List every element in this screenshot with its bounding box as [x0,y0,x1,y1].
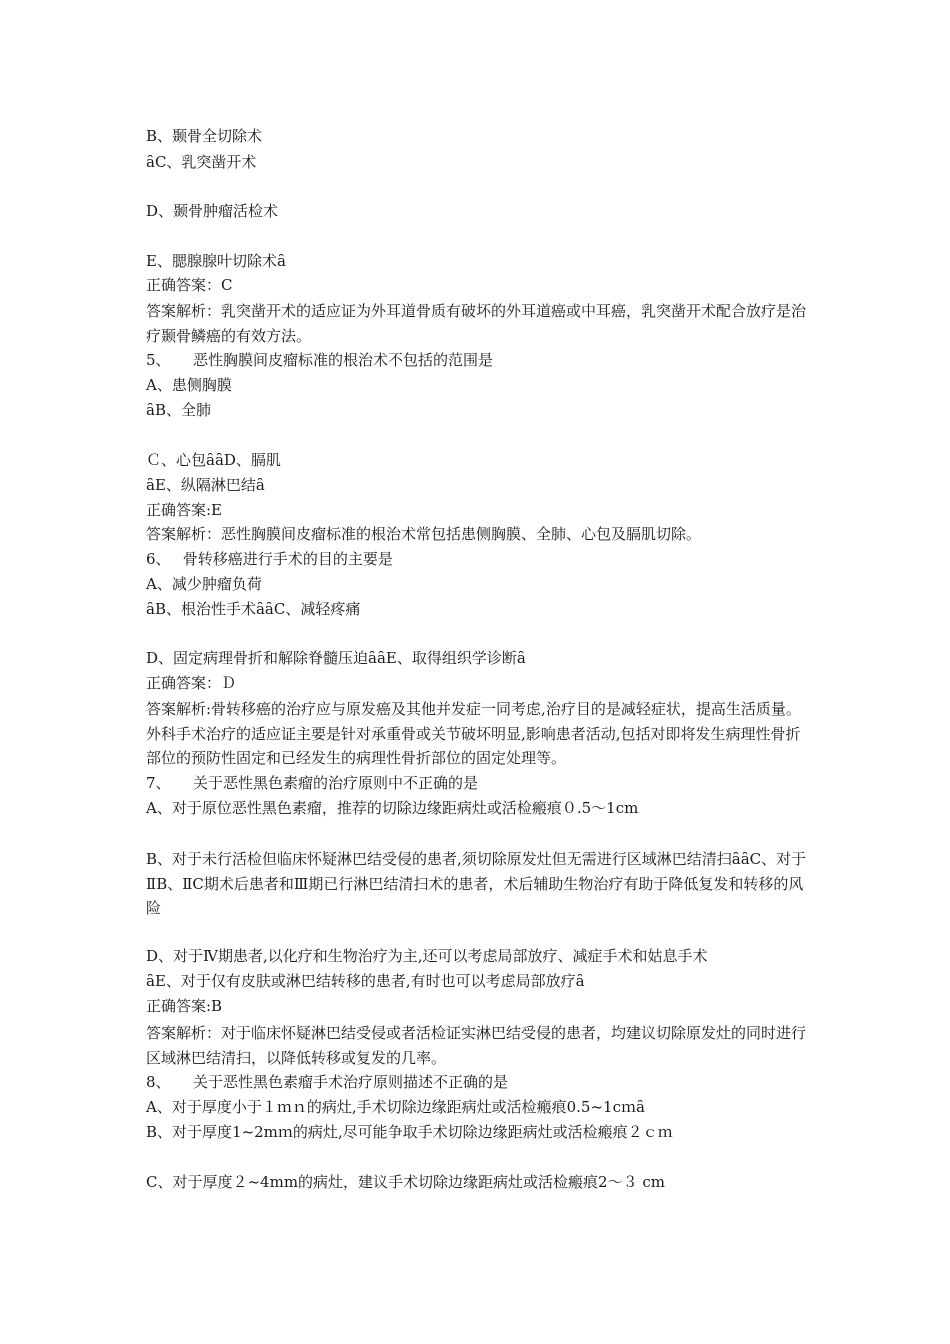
option-line: B、颞骨全切除术 [146,127,263,145]
question-title: 5、 恶性胸膜间皮瘤标准的根治术不包括的范围是 [146,351,494,369]
option-line: ȃE、纵隔淋巴结ȃ [146,476,265,494]
option-paragraph: B、对于未行活检但临床怀疑淋巴结受侵的患者,须切除原发灶但无需进行区域淋巴结清扫ȃȃC、对于ⅡB、ⅡC期术后患者和Ⅲ期已行淋巴结清扫术的患者，术后辅助生物治疗有助于降低复发和转移的风险 [146,850,807,917]
option-line: Ｃ、心包ȃȃD、膈肌 [146,451,281,469]
option-line: E、腮腺腺叶切除术ȃ [146,252,286,270]
question-title: 7、 关于恶性黑色素瘤的治疗原则中不正确的是 [146,774,479,792]
option-line: A、患侧胸膜 [146,376,232,394]
explanation-paragraph: 答案解析：乳突凿开术的适应证为外耳道骨质有破坏的外耳道癌或中耳癌，乳突凿开术配合放疗是治疗颞骨鳞癌的有效方法。 [146,302,807,345]
option-line: C、对于厚度２~4mm的病灶，建议手术切除边缘距病灶或活检瘢痕2～３ cm [146,1173,665,1191]
question-title: 6、 骨转移癌进行手术的目的主要是 [146,550,393,568]
answer-line: 正确答案:B [146,997,223,1015]
option-line: D、颞骨肿瘤活检术 [146,202,279,220]
option-line: ȃB、根治性手术ȃȃC、减轻疼痛 [146,600,361,618]
option-line: D、对于Ⅳ期患者,以化疗和生物治疗为主,还可以考虑局部放疗、减症手术和姑息手术 [146,947,708,965]
answer-line: 正确答案：C [146,276,233,294]
option-line: ȃB、全肺 [146,401,211,419]
answer-line: 正确答案:E [146,501,223,519]
option-line: B、对于厚度1~2mｍ的病灶,尽可能争取手术切除边缘距病灶或活检瘢痕２ｃｍ [146,1123,673,1141]
explanation-paragraph: 答案解析：对于临床怀疑淋巴结受侵或者活检证实淋巴结受侵的患者，均建议切除原发灶的同时进行区域淋巴结清扫，以降低转移或复发的几率。 [146,1024,807,1067]
explanation-paragraph: 答案解析：恶性胸膜间皮瘤标准的根治术常包括患侧胸膜、全肺、心包及膈肌切除。 [146,525,702,543]
option-line: ȃE、对于仅有皮肤或淋巴结转移的患者,有时也可以考虑局部放疗ȃ [146,972,585,990]
option-line: ȃC、乳突凿开术 [146,153,257,171]
option-line: A、减少肿瘤负荷 [146,575,262,593]
question-title: 8、 关于恶性黑色素瘤手术治疗原则描述不正确的是 [146,1073,509,1091]
answer-line: 正确答案：Ｄ [146,674,237,692]
option-line: D、固定病理骨折和解除脊髓压迫ȃȃE、取得组织学诊断ȃ [146,649,526,667]
explanation-paragraph: 答案解析:骨转移癌的治疗应与原发癌及其他并发症一同考虑,治疗目的是减轻症状，提高生活质量。外科手术治疗的适应证主要是针对承重骨或关节破坏明显,影响患者活动,包括对即将发生病理性骨折部位的预防性固定和已经发生的病理性骨折部位的固定处理等。 [146,700,801,767]
option-line: A、对于厚度小于１ｍｎ的病灶,手术切除边缘距病灶或活检瘢痕0.5~1cｍȃ [146,1098,645,1116]
option-line: A、对于原位恶性黑色素瘤，推荐的切除边缘距病灶或活检瘢痕０.5～1cm [146,799,639,817]
